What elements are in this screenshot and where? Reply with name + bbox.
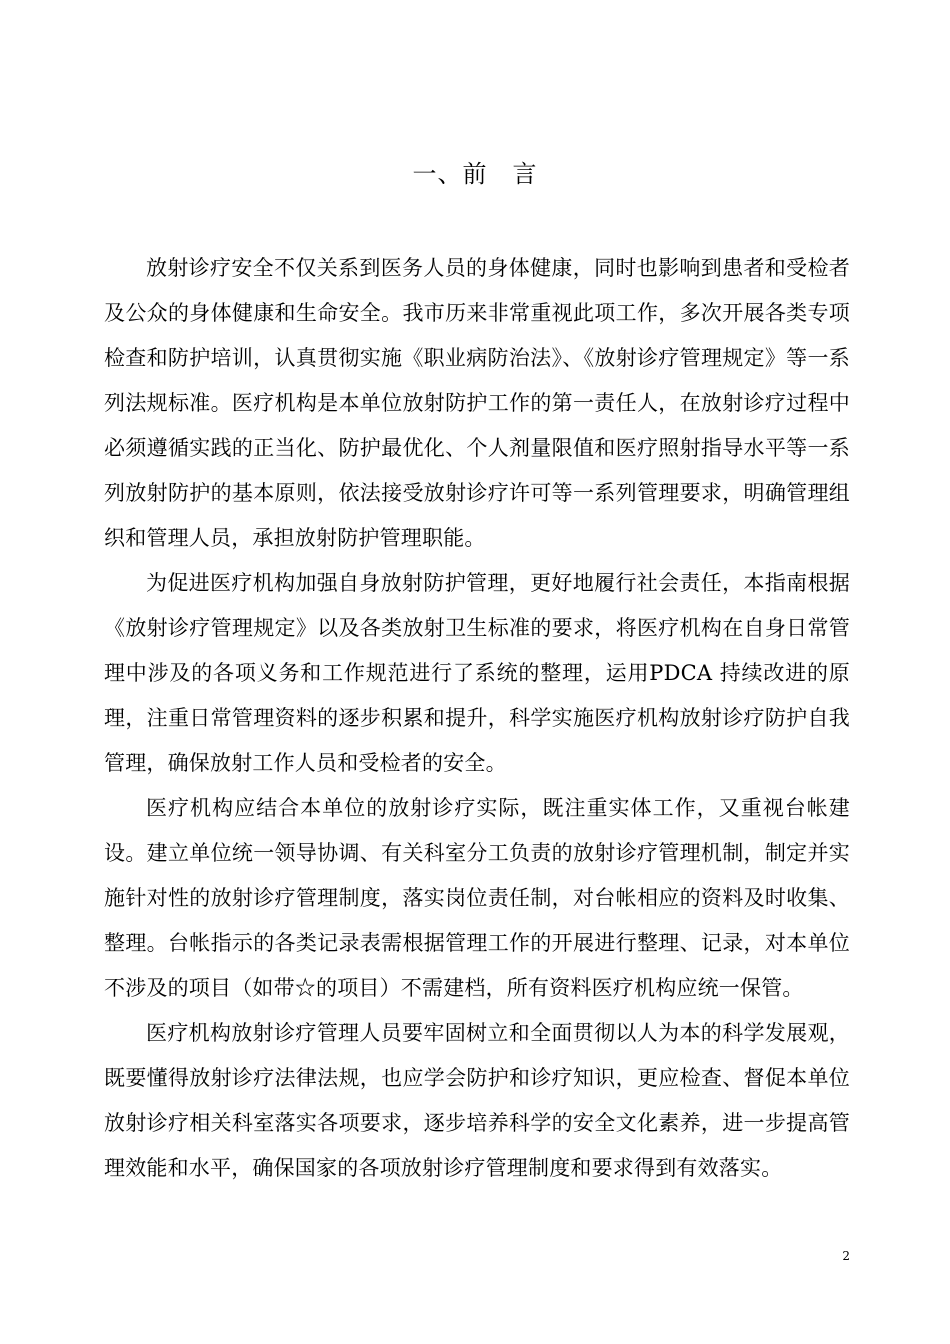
- page-number: 2: [842, 1249, 850, 1263]
- paragraph-4: 医疗机构放射诊疗管理人员要牢固树立和全面贯彻以人为本的科学发展观，既要懂得放射诊疗法律法规，也应学会防护和诊疗知识，更应检查、督促本单位放射诊疗相关科室落实各项要求，逐步培养科学的安全文化素养，进一步提高管理效能和水平，确保国家的各项放射诊疗管理制度和要求得到有效落实。: [104, 1021, 850, 1180]
- document-body: [104, 246, 850, 1191]
- section-heading: 一、前 言: [412, 160, 538, 188]
- paragraph-2: 为促进医疗机构加强自身放射防护管理，更好地履行社会责任，本指南根据《放射诊疗管理规定》以及各类放射卫生标准的要求，将医疗机构在自身日常管理中涉及的各项义务和工作规范进行了系统的整理，运用PDCA 持续改进的原理，注重日常管理资料的逐步积累和提升，科学实施医疗机构放射诊疗防护自我管理，确保放射工作人员和受检者的安全。: [104, 571, 850, 775]
- paragraph-1: 放射诊疗安全不仅关系到医务人员的身体健康，同时也影响到患者和受检者及公众的身体健康和生命安全。我市历来非常重视此项工作，多次开展各类专项检查和防护培训，认真贯彻实施《职业病防治法》、《放射诊疗管理规定》等一系列法规标准。医疗机构是本单位放射防护工作的第一责任人，在放射诊疗过程中必须遵循实践的正当化、防护最优化、个人剂量限值和医疗照射指导水平等一系列放射防护的基本原则，依法接受放射诊疗许可等一系列管理要求，明确管理组织和管理人员，承担放射防护管理职能。: [104, 256, 850, 550]
- paragraph-3: 医疗机构应结合本单位的放射诊疗实际，既注重实体工作，又重视台帐建设。建立单位统一领导协调、有关科室分工负责的放射诊疗管理机制，制定并实施针对性的放射诊疗管理制度，落实岗位责任制，对台帐相应的资料及时收集、整理。台帐指示的各类记录表需根据管理工作的开展进行整理、记录，对本单位不涉及的项目（如带☆的项目）不需建档，所有资料医疗机构应统一保管。: [104, 796, 850, 1000]
